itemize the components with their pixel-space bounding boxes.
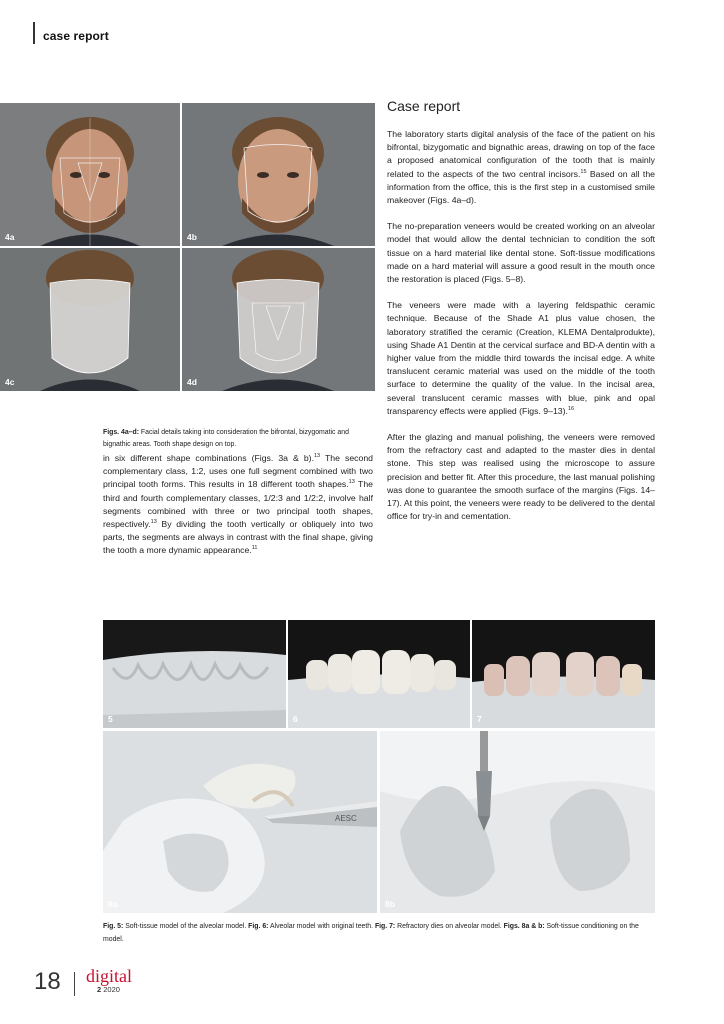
- reference: 15: [580, 168, 587, 175]
- section-label: case report: [43, 29, 109, 43]
- figure-7-label: 7: [477, 714, 482, 724]
- text-run: By dividing the tooth vertically or obliquely into two parts, the segments are always in contrast with the final shape, giving the tooth a more dynamic appearance.: [103, 519, 373, 556]
- reference: 13: [348, 479, 355, 486]
- left-column-text: [103, 452, 373, 558]
- reference: 16: [567, 405, 575, 412]
- figure-4a: [0, 103, 180, 246]
- text-run: The third and fourth complementary classes, 1/2:3 and 1/2:2, involve half segments combined with three or two principal tooth shapes, respectively.: [103, 479, 373, 530]
- figure-4d: [182, 248, 375, 391]
- figure-6-label: 6: [293, 714, 298, 724]
- figure-4c-label: 4c: [5, 377, 15, 387]
- figures-5-8-caption: [103, 920, 655, 946]
- caption-bold: Figs. 4a–d:: [103, 429, 139, 436]
- figure-6: [288, 620, 470, 728]
- figure-4a-label: 4a: [5, 232, 15, 242]
- issue-year: 2020: [103, 985, 120, 994]
- paragraph: [387, 299, 655, 418]
- caption-text: Soft-tissue conditioning on the model.: [103, 923, 639, 943]
- text-run: in six different shape combinations (Figs. 3a & b).: [103, 453, 314, 463]
- scalpel-text: AESC: [335, 814, 357, 823]
- figure-7: [472, 620, 655, 728]
- caption-bold: Fig. 7:: [374, 923, 396, 930]
- section-title: Case report: [387, 98, 461, 114]
- figure-4c: [0, 248, 180, 391]
- text-run: The laboratory starts digital analysis of the face of the patient on his bifrontal, bizygomatic and bignathic areas, drawing on top of the face a proposed anatomical configuration of the tooth that is mainly related to the aspects of the two central incisors.: [387, 129, 655, 179]
- caption-text: Soft-tissue model of the alveolar model.: [123, 923, 249, 930]
- paragraph: After the glazing and manual polishing, the veneers were removed from the refractory cast and adapted to the master dies in dental stone. This step was realised using the microscope to assure precision and better fit. After this procedure, the last manual polishing was done to guarantee the smooth surface of the margins (Figs. 14–17). At this point, the veneers were ready to be delivered to the dental office for try-in and cementation.: [387, 432, 655, 522]
- paragraph: [387, 128, 655, 207]
- caption-bold: Figs. 8a & b:: [503, 923, 545, 930]
- caption-bold: Fig. 6:: [248, 923, 269, 930]
- caption-text: Facial details taking into consideration the bifrontal, bizygomatic and bignathic areas. Tooth shape design on top.: [103, 429, 349, 448]
- text-run: The second complementary class, 1:2, uses one full segment combined with two principal tooth forms. This results in 18 different tooth shapes.: [103, 453, 373, 490]
- caption-text: Refractory dies on alveolar model.: [395, 923, 504, 930]
- figure-8a-label: 8a: [108, 899, 118, 909]
- figure-4-caption: [103, 427, 373, 451]
- right-column-text: [387, 128, 655, 536]
- page-number: 18: [34, 968, 61, 995]
- figure-4b: [182, 103, 375, 246]
- paragraph: The no-preparation veneers would be created working on an alveolar model that would allow the dental technician to condition the soft tissue on a hard material like dental stone. Soft-tissue modifications made on a hard material will assure a good result in the mouth once the restoration is placed (Figs. 5–8).: [387, 221, 655, 285]
- figure-4d-label: 4d: [187, 377, 197, 387]
- footer-divider: [74, 972, 75, 996]
- header-rule: [33, 22, 35, 44]
- figure-4b-label: 4b: [187, 232, 197, 242]
- caption-text: Alveolar model with original teeth.: [268, 923, 375, 930]
- figure-8b-label: 8b: [385, 899, 395, 909]
- figure-8a: [103, 731, 377, 913]
- figure-5-label: 5: [108, 714, 113, 724]
- figure-5: [103, 620, 286, 728]
- reference: 13: [150, 519, 157, 526]
- magazine-issue: [97, 985, 120, 994]
- issue-number: 2: [97, 985, 102, 994]
- text-run: The veneers were made with a layering feldspathic ceramic technique. Because of the Shade A1 plus value chosen, the laboratory stratified the ceramic (Creation, KLEMA Dentalprodukte), using Shade A1 Dentin at the cervical surface and BD-A dentin with a higher value from the middle third towards the incisal edge. A white translucent ceramic material was used on the middle of the tooth surface to determine the quality of the value. In the incisal area, several translucent ceramic masses with blue, pink and opal transparency effects were applied (Figs. 9–13).: [387, 300, 655, 416]
- magazine-title: digital: [86, 966, 132, 986]
- caption-bold: Fig. 5:: [103, 923, 124, 930]
- figure-8b: [380, 731, 655, 913]
- reference: 13: [313, 453, 321, 459]
- reference: 11: [251, 545, 258, 552]
- text-run: Based on all the information from the office, this is the first step in a customised smile makeover (Figs. 4a–d).: [387, 168, 655, 206]
